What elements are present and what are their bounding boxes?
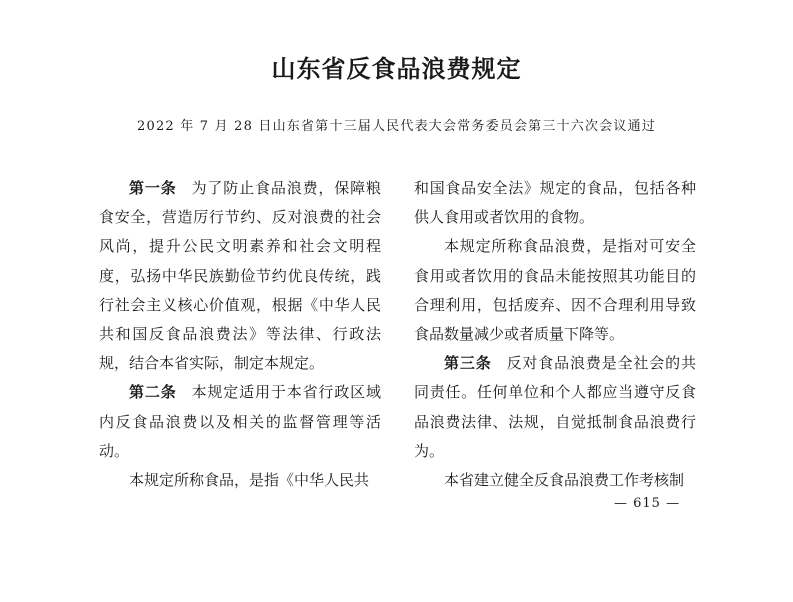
continued-paragraph: 和国食品安全法》规定的食品，包括各种供人食用或者饮用的食物。 — [414, 179, 696, 227]
article-3-paragraph-2: 本省建立健全反食品浪费工作考核制 — [444, 471, 685, 490]
page-title: 山东省反食品浪费规定 — [271, 54, 522, 83]
article-2-text: 本规定适用于本省行政区域内反食品浪费以及相关的监督管理等活动。 — [99, 383, 381, 460]
right-column — [414, 174, 696, 495]
article-2-paragraph-3: 本规定所称食品浪费，是指对可安全食用或者饮用的食品未能按照其功能目的合理利用，包括废弃、因不合理利用导致食品数量减少或者质量下降等。 — [414, 237, 696, 344]
article-1-text: 为了防止食品浪费，保障粮食安全，营造厉行节约、反对浪费的社会风尚，提升公民文明素养和社会文明程度，弘扬中华民族勤俭节约优良传统，践行社会主义核心价值观，根据《中华人民共和国反食品浪费法》等法律、行政法规，结合本省实际，制定本规定。 — [99, 179, 381, 373]
page-number: — 615 — — [614, 496, 681, 511]
left-column — [99, 174, 381, 495]
article-3-text: 反对食品浪费是全社会的共同责任。任何单位和个人都应当遵守反食品浪费法律、法规，自觉抵制食品浪费行为。 — [414, 354, 696, 460]
article-2-paragraph-2: 本规定所称食品，是指《中华人民共 — [129, 471, 370, 490]
article-1-paragraph — [99, 174, 381, 378]
article-2-paragraph — [99, 378, 381, 466]
article-3-paragraph — [414, 349, 696, 466]
article-3-label: 第三条 — [444, 354, 492, 373]
article-2-label: 第二条 — [129, 383, 177, 402]
article-1-label: 第一条 — [129, 179, 177, 197]
adoption-note: 2022 年 7 月 28 日山东省第十三届人民代表大会常务委员会第三十六次会议通过 — [137, 119, 656, 134]
